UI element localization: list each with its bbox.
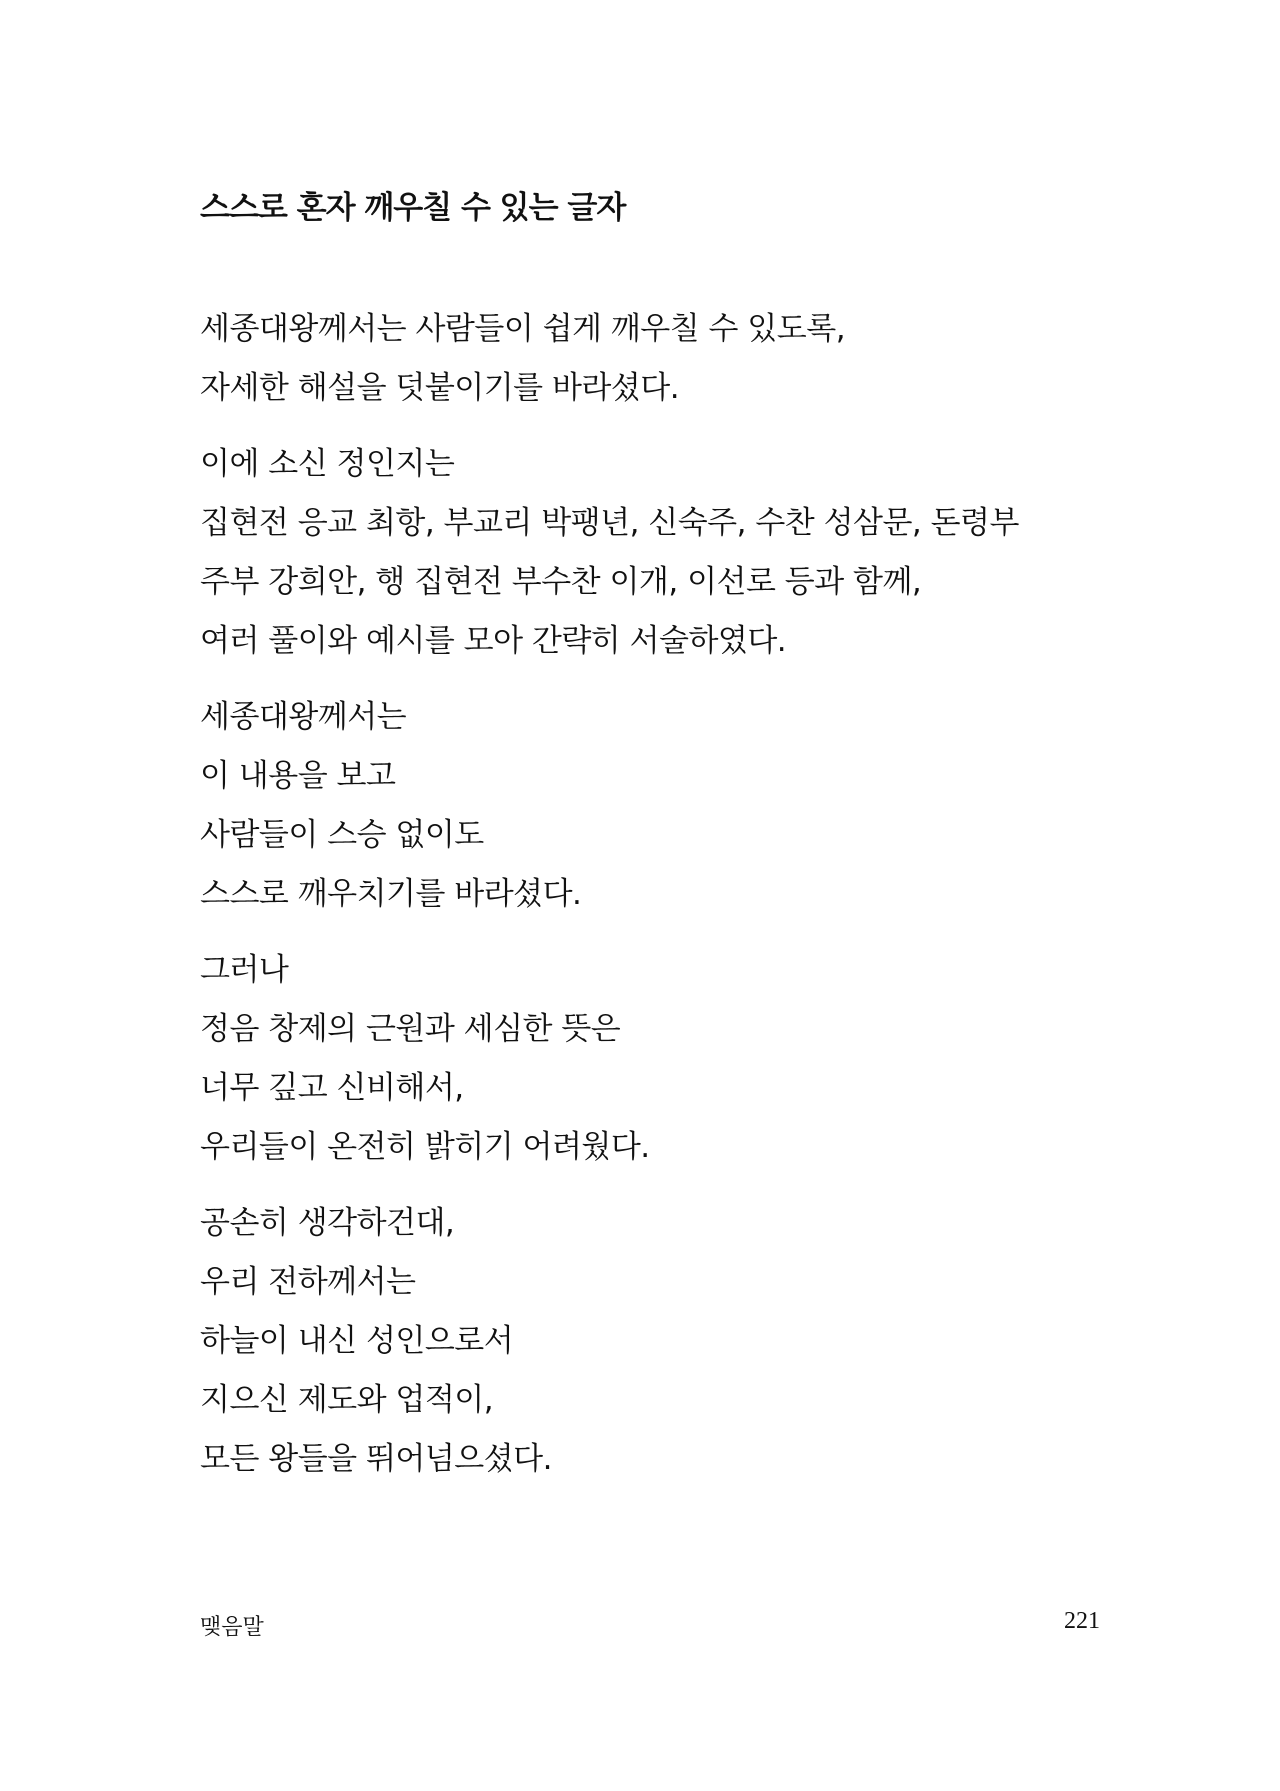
text-line: 스스로 깨우치기를 바라셨다. <box>200 876 582 912</box>
text-line: 이 내용을 보고 <box>200 758 396 794</box>
text-line: 우리 전하께서는 <box>200 1264 416 1300</box>
text-line: 여러 풀이와 예시를 모아 간략히 서술하였다. <box>200 623 787 659</box>
text-line: 모든 왕들을 뛰어넘으셨다. <box>200 1441 552 1477</box>
paragraph <box>200 688 1120 924</box>
running-footer-section: 맺음말 <box>200 1615 264 1640</box>
text-line: 그러나 <box>200 952 289 988</box>
page-number: 221 <box>1064 1608 1100 1634</box>
section-title: 스스로 혼자 깨우칠 수 있는 글자 <box>200 190 626 226</box>
text-line: 지으신 제도와 업적이, <box>200 1382 494 1418</box>
paragraph <box>200 300 1120 418</box>
text-line: 정음 창제의 근원과 세심한 뜻은 <box>200 1011 621 1047</box>
text-line: 집현전 응교 최항, 부교리 박팽년, 신숙주, 수찬 성삼문, 돈령부 <box>200 505 1019 541</box>
paragraph <box>200 435 1120 671</box>
text-line: 공손히 생각하건대, <box>200 1205 455 1241</box>
paragraph <box>200 1194 1120 1489</box>
body-text <box>200 300 1120 1506</box>
text-line: 너무 깊고 신비해서, <box>200 1070 464 1106</box>
paragraph <box>200 941 1120 1177</box>
text-line: 하늘이 내신 성인으로서 <box>200 1323 514 1359</box>
text-line: 주부 강희안, 행 집현전 부수찬 이개, 이선로 등과 함께, <box>200 564 922 600</box>
text-line: 사람들이 스승 없이도 <box>200 817 484 853</box>
text-line: 우리들이 온전히 밝히기 어려웠다. <box>200 1129 650 1165</box>
text-line: 자세한 해설을 덧붙이기를 바라셨다. <box>200 370 680 406</box>
text-line: 이에 소신 정인지는 <box>200 446 455 482</box>
text-line: 세종대왕께서는 <box>200 699 407 735</box>
text-line: 세종대왕께서는 사람들이 쉽게 깨우칠 수 있도록, <box>200 311 846 347</box>
